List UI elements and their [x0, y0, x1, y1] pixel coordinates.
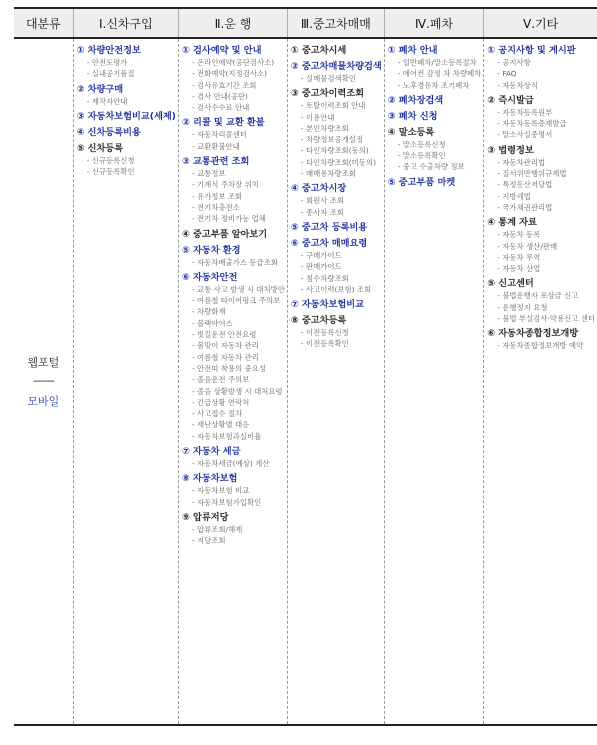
menu-sub-item[interactable]: - 특정동산저당법: [497, 180, 553, 190]
menu-section-title[interactable]: ④ 말소등록: [387, 126, 435, 138]
menu-section-title[interactable]: ③ 교통관련 조회: [181, 156, 250, 168]
menu-sub-item[interactable]: - 중고 수출차량 정보: [397, 162, 465, 172]
menu-sub-item[interactable]: - 차량화재: [191, 307, 226, 317]
menu-sub-item[interactable]: - 교통 사고 발생 시 대처방안: [191, 284, 285, 294]
menu-sub-item[interactable]: - 자동차관리법: [497, 157, 546, 167]
menu-sub-item[interactable]: - 일반폐차/말소등록절차: [397, 58, 477, 67]
menu-section-title[interactable]: ④ 중고차시장: [290, 183, 347, 195]
menu-sub-item[interactable]: - 교통정보: [191, 169, 226, 179]
menu-sub-item[interactable]: - 자동차보험 비교: [191, 486, 250, 496]
menu-sub-item[interactable]: - 사고이력(보험) 조회: [300, 284, 372, 294]
menu-section-title[interactable]: ⑥ 자동차안전: [181, 271, 238, 283]
menu-sub-item[interactable]: - 자동차리콜센터: [191, 130, 247, 140]
menu-section-title[interactable]: ⑤ 자동차 환경: [181, 244, 241, 256]
menu-sub-item[interactable]: - 검사수수료 안내: [191, 103, 250, 113]
web-portal-label: 웹포털: [27, 356, 60, 369]
menu-sub-item[interactable]: - 본인차량조회: [300, 123, 349, 133]
column-operation: [178, 38, 287, 725]
menu-sub-item[interactable]: - 구매가이드: [300, 250, 342, 260]
menu-sub-item[interactable]: - 저당조회: [191, 536, 226, 546]
menu-sub-item[interactable]: - 졸음운전 주의보: [191, 375, 250, 385]
menu-section-title[interactable]: ④ 중고부품 알아보기: [181, 228, 268, 240]
menu-sub-item[interactable]: - 전화예약(지정검사소): [191, 69, 268, 79]
header-category: 대분류: [14, 8, 73, 38]
menu-sub-item[interactable]: - 신규등록신청: [86, 155, 135, 165]
menu-sub-item[interactable]: - 검사 안내(공단): [191, 91, 248, 101]
menu-sub-item[interactable]: - 제작자안내: [86, 96, 128, 106]
menu-section-title[interactable]: ② 차량구매: [76, 83, 124, 95]
menu-section-title[interactable]: ① 차량안전정보: [76, 45, 141, 56]
menu-section-title[interactable]: ① 검사예약 및 안내: [181, 45, 262, 56]
menu-sub-item[interactable]: - 안전띠 착용의 중요성: [191, 363, 266, 373]
menu-sub-item[interactable]: - 기계식 주차장 위치: [191, 180, 259, 190]
menu-sub-item[interactable]: - 봄맞이 자동차 관리: [191, 341, 259, 351]
menu-section-title[interactable]: ⑧ 자동차보험: [181, 473, 238, 485]
menu-section-title[interactable]: ⑨ 압류저당: [181, 511, 229, 523]
menu-sub-item[interactable]: - 공지사항: [497, 58, 531, 67]
menu-sub-item[interactable]: - 노후경유차 조기폐차: [397, 80, 470, 90]
column-new-car: [73, 38, 178, 725]
menu-sub-item[interactable]: - 불법 부실검사·약용신고 센터: [497, 314, 595, 324]
menu-section-title[interactable]: ① 중고차시세: [290, 45, 347, 56]
menu-section-title[interactable]: ⑦ 자동차 세금: [181, 446, 241, 458]
menu-sub-item[interactable]: - 자동차 산업: [497, 264, 541, 274]
menu-sub-item[interactable]: - 압류조회/해제: [191, 524, 243, 534]
menu-sub-item[interactable]: - 타인차량조회(동의): [300, 146, 369, 156]
menu-section-title[interactable]: ① 공지사항 및 게시판: [487, 45, 576, 56]
mobile-label: 모바일: [27, 395, 60, 408]
menu-sub-item[interactable]: - 불법운행자 포상금 신고: [497, 291, 579, 301]
divider-dashes: --------: [32, 376, 54, 387]
header-used-car: Ⅲ.중고차매매: [287, 8, 384, 38]
menu-sub-item[interactable]: - 신규등록확인: [86, 167, 135, 177]
menu-section-title[interactable]: ① 폐차 안내: [387, 45, 438, 56]
menu-sub-item[interactable]: - 침수차량조회: [300, 273, 349, 283]
menu-sub-item[interactable]: - 자동차배출가스 등급조회: [191, 257, 278, 267]
menu-sub-item[interactable]: - 블랙아이스: [191, 318, 233, 328]
menu-sub-item[interactable]: - 지방세법: [497, 191, 531, 201]
menu-section-title[interactable]: ② 즉시발급: [487, 94, 534, 106]
menu-section-title[interactable]: ③ 법령정보: [487, 144, 534, 156]
menu-sub-item[interactable]: - 자동차 무역: [497, 252, 541, 262]
menu-sub-item[interactable]: - 빗길운전 안전요령: [191, 330, 257, 340]
menu-sub-item[interactable]: - 유가정보 조회: [191, 191, 243, 201]
menu-sub-item[interactable]: - 토탈이력조회 안내: [300, 101, 366, 111]
menu-sub-item[interactable]: - 자동차 등록: [497, 230, 541, 240]
menu-section-title[interactable]: ④ 신차등록비용: [76, 126, 141, 138]
menu-section-title[interactable]: ② 리콜 및 교환 환불: [181, 117, 265, 129]
menu-sub-item[interactable]: - 자동차보험가입확인: [191, 497, 262, 507]
menu-sub-item[interactable]: - 질서위반행위규제법: [497, 169, 567, 179]
menu-section-title[interactable]: ③ 중고차이력조회: [290, 88, 365, 100]
menu-sub-item[interactable]: - 판매가이드: [300, 262, 342, 272]
menu-section-title[interactable]: ⑥ 중고차 매매요령: [290, 237, 368, 249]
menu-sub-item[interactable]: - 사고접수 절차: [191, 409, 243, 419]
menu-section-title[interactable]: ④ 통계 자료: [487, 217, 537, 229]
header-row: [14, 8, 597, 38]
menu-sub-item[interactable]: - FAQ: [497, 69, 517, 79]
menu-sub-item[interactable]: - 에어컨 감정 차 차량폐차: [397, 69, 482, 79]
menu-sub-item[interactable]: - 이용안내: [300, 112, 335, 122]
menu-sub-item[interactable]: - 자동차상식: [497, 80, 538, 90]
menu-sub-item[interactable]: - 졸음 상황발생 시 대처요령: [191, 386, 283, 396]
menu-sub-item[interactable]: - 검사유효기간 조회: [191, 80, 257, 90]
menu-sub-item[interactable]: - 전기차 정비가능 업체: [191, 214, 266, 224]
menu-sub-item[interactable]: - 자동차종합정보개방 예약: [497, 341, 584, 351]
header-scrap: Ⅳ.폐차: [384, 8, 483, 38]
menu-sub-item[interactable]: - 온라인예약(공단검사소): [191, 58, 275, 67]
menu-sub-item[interactable]: - 자동차등록증재발급: [497, 119, 567, 129]
menu-section-title[interactable]: ③ 자동차보험비교(세제): [76, 110, 176, 122]
menu-sub-item[interactable]: - 자동차 생산/판매: [497, 241, 558, 251]
menu-sub-item[interactable]: - 이전등록신청: [300, 328, 349, 338]
column-scrap: [384, 38, 483, 725]
menu-sub-item[interactable]: - 자동차등록원부: [497, 107, 553, 117]
column-used-car: [287, 38, 384, 725]
menu-sub-item[interactable]: - 전기차충전소: [191, 202, 240, 212]
menu-section-title[interactable]: ② 중고차매물차량검색: [290, 61, 382, 72]
menu-section-title[interactable]: ⑧ 중고차등록: [290, 315, 347, 327]
menu-sub-item[interactable]: - 재난상황별 대응: [191, 420, 250, 430]
menu-sub-item[interactable]: - 교환환불안내: [191, 141, 240, 151]
menu-sub-item[interactable]: - 여름철 타이어펑크 주의보: [191, 296, 281, 306]
column-etc: [484, 38, 597, 725]
header-operation: Ⅱ.운 행: [178, 8, 287, 38]
menu-structure-table: [14, 7, 597, 726]
menu-section-title[interactable]: ⑤ 신고센터: [487, 278, 534, 290]
menu-sub-item[interactable]: - 매매용차량조회: [300, 169, 356, 179]
menu-sub-item[interactable]: - 운행정지 요청: [497, 302, 548, 312]
menu-sub-item[interactable]: - 말소등록신청: [397, 139, 446, 149]
menu-section-title[interactable]: ⑦ 자동차보험비교: [290, 299, 365, 311]
menu-sub-item[interactable]: - 실매물검색확인: [300, 74, 356, 83]
menu-sub-item[interactable]: - 자동차세금(예상) 계산: [191, 459, 270, 469]
menu-sub-item[interactable]: - 여름철 자동차 관리: [191, 352, 259, 362]
menu-sub-item[interactable]: - 타인차량조회(미동의): [300, 157, 376, 167]
menu-sub-item[interactable]: - 긴급상황 연락처: [191, 397, 250, 407]
menu-section-title[interactable]: ⑤ 중고부품 마켓: [387, 176, 456, 188]
menu-section-title[interactable]: ③ 폐차 신청: [387, 110, 438, 122]
menu-section-title[interactable]: ⑥ 자동차종합정보개방: [487, 328, 579, 340]
menu-sub-item[interactable]: - 국가채권관리법: [497, 202, 553, 212]
menu-sub-item[interactable]: - 종사자 조회: [300, 207, 344, 217]
menu-sub-item[interactable]: - 자동차보험과실비율: [191, 431, 262, 441]
body-row: [14, 38, 597, 725]
menu-sub-item[interactable]: - 말소사실증명서: [497, 130, 553, 140]
category-cell: [14, 38, 73, 725]
menu-section-title[interactable]: ⑤ 신차등록: [76, 142, 124, 154]
menu-sub-item[interactable]: - 말소등록확인: [397, 151, 446, 161]
menu-sub-item[interactable]: - 실내공기품질: [86, 69, 135, 79]
menu-sub-item[interactable]: - 안전도평가: [86, 58, 128, 67]
menu-sub-item[interactable]: - 이전등록확인: [300, 339, 349, 349]
menu-sub-item[interactable]: - 회원사 조회: [300, 196, 344, 206]
header-etc: Ⅴ.기타: [484, 8, 597, 38]
menu-sub-item[interactable]: - 차량정보공개설정: [300, 135, 364, 145]
header-new-car: Ⅰ.신차구입: [73, 8, 178, 38]
menu-section-title[interactable]: ⑤ 중고차 등록비용: [290, 221, 368, 233]
menu-section-title[interactable]: ② 폐차장검색: [387, 94, 444, 106]
